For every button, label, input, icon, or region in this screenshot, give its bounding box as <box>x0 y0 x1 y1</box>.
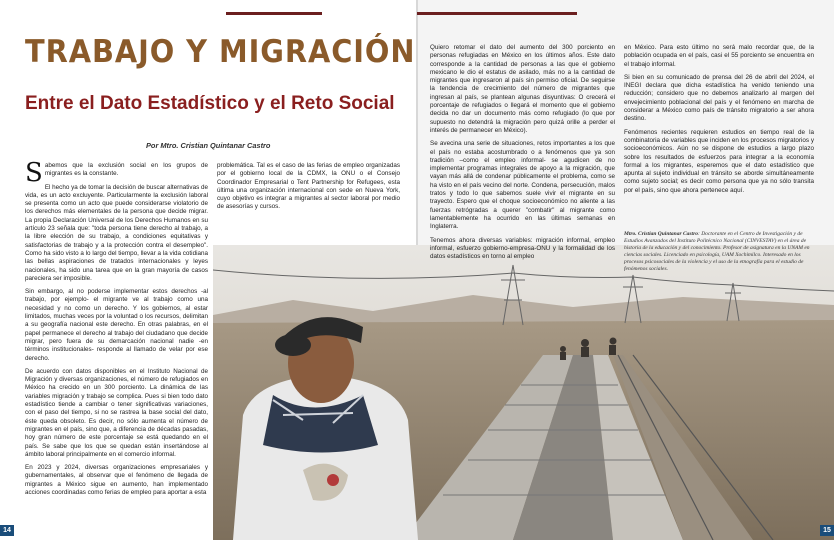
paragraph: En 2023 y 2024, diversas organizaciones empresariales y gubernamentales, al observar que el fenómeno de llegada de migrantes a México sigue en aumento, han implementado acciones coordinadas como ferias de empleo para aportar a esta <box>25 464 208 496</box>
paragraph: De acuerdo con datos disponibles en el Instituto Nacional de Migración y diversas organizaciones, el número de refugiados en México ha crecido en un 300 porciento. La dinámica de las variables migración y trabajo se complica. Pues si bien todo dato estadístico tiende a cambiar o tener significativas variaciones, con el paso del tiempo, si no se rastrea la base social del dato, éste queda obsoleto. Es decir, no sólo aumenta el número de migrantes en el país, sino que, a diferencia de décadas pasadas, hoy gran número de este porcentaje se está quedando en el país. Se sabe que los que se quedan están insertándose al ámbito laboral principalmente en el comercio informal. <box>25 367 208 458</box>
paragraph: Tenemos ahora diversas variables: migración informal, empleo informal, esfuerzo gobierno-empresa-ONU y la formalidad de los datos estadísticos en torno al empleo <box>430 236 615 261</box>
paragraph: en México. Para esto último no será malo recordar que, de la población ocupada en el país, casi el 55 porciento se encuentra en el trabajo informal. <box>624 44 814 68</box>
right-column-2 <box>624 44 814 200</box>
left-column-2 <box>217 162 400 217</box>
article-subtitle: Entre el Dato Estadístico y el Reto Social <box>25 93 395 114</box>
paragraph: abemos que la exclusión social en los grupos de migrantes es la constante. <box>44 162 208 178</box>
paragraph: Sin embargo, al no poderse implementar estos derechos -al trabajo, por ejemplo- el migrante ve al trabajo como una necesidad y no como un derecho. Y los gobiernos, al estar limitados, muchas veces por la voluntad o los recursos, delimitan a su geografía nacional este derecho. En otras palabras, en el papel permanece el derecho al trabajo del ciudadano que decide migrar, pero fuera de su demarcación nacional nadie -en términos institucionales- responde al llamado de velar por ese derecho. <box>25 288 208 362</box>
paragraph: problemática. Tal es el caso de las ferias de empleo organizadas por el gobierno local de la CDMX, la ONU o el Consejo Coordinador Empresarial o Tent Partnership for Refugees, esta última una organización internacional con sede en Nueva York, cuyo objetivo es integrar a migrantes al sector laboral por medio de asesorías y cursos. <box>217 162 400 211</box>
article-title: TRABAJO Y MIGRACIÓN <box>25 34 416 70</box>
right-column-1 <box>430 44 615 266</box>
dropcap-letter: S <box>25 158 43 188</box>
paragraph: Fenómenos recientes requieren estudios en tiempo real de la combinatoria de variables que inciden en los procesos migratorios y socioeconómicos. Aún no se dispone de estudios a largo plazo sobre los resultados de esfuerzos para integrar a la economía formal a los migrantes, esperemos que el dato estadístico que apunta al sujeto individual en tránsito se aborde simultáneamente como sujeto social; es decir como persona que ya no sólo transita por el país, sino que ahora pertenece aquí. <box>624 128 814 194</box>
migrant-train-photo <box>213 245 834 540</box>
paragraph: Si bien en su comunicado de prensa del 26 de abril del 2024, el INEGI declara que dicha estadística ha venido teniendo una reducción; considero que no debemos analizarlo al margen del envejecimiento poblacional del país y el fenómeno en marcha de considerar a México como país de tránsito migratorio a ser ahora destino. <box>624 73 814 123</box>
left-accent-bar <box>226 12 322 15</box>
paragraph: El hecho ya de tomar la decisión de buscar alternativas de vida, es un acto excluyente. Particularmente la exclusión laboral se presenta como un acto que puede considerarse violatorio de los derechos más elementales de la persona que decide migrar. La propia Declaración Universal de los Derechos Humanos en su artículo 23 señala que: "toda persona tiene derecho al trabajo, a la libre elección de su trabajo, a condiciones equitativas y satisfactorias de trabajo y a la protección contra el desempleo". Como ha sido visto a lo largo del tiempo, llevar a la vida cotidiana las bellas aspiraciones de tratados internacionales y leyes nacionales, ha sido una tarea que en la gran mayoría de casos pareciera ser imposible. <box>25 183 208 282</box>
right-accent-bar <box>417 12 577 15</box>
author-bio <box>624 231 814 273</box>
page-number-left: 14 <box>0 525 14 536</box>
author-bio-text: : Doctorante en el Centro de Investigación y de Estudios Avanzados del Instituto Politécnico Nacional (CINVESTAV) en el área de historia de la educación y del conocimiento. Profesor de asignatura en la UNAM en ciencias sociales. Licenciado en psicología, UAM Xochimilco. Interesado en los procesos psicosociales de la violencia y el uso de la etnografía para el estudio de fenómenos sociales. <box>624 231 810 272</box>
paragraph: Se avecina una serie de situaciones, retos importantes a los que el país no estaba acostumbrado o a fenómenos que ya son tradición –como el empleo informal- se agudicen de no implementar programas integrales de apoyo a la migración, que vayan más allá de condenar públicamente el problema, como se ha visto en el país vecino del norte. Condena, persecución, malos tratos y todo lo que sabemos suele vivir el migrante en su trayecto. Espero que el choque socioeconómico no aliente a las fuerzas retrógradas a querer "combatir" al migrante como lamentablemente ha ocurrido en las últimas semanas en Inglaterra. <box>430 140 615 231</box>
page-number-right: 15 <box>820 525 834 536</box>
left-column-1 <box>25 158 208 502</box>
article-byline: Por Mtro. Cristian Quintanar Castro <box>146 141 271 150</box>
author-name: Mtro. Cristian Quintanar Castro <box>624 231 698 237</box>
paragraph: Quiero retomar el dato del aumento del 300 porciento en personas refugiadas en México en los últimos años. Este dato corresponde a la cantidad de personas a las que el gobierno mexicano le dio el estatus de asilado, más no a la cantidad de migrantes que ingresaron al país sin permiso oficial. De seguirse la tendencia de crecimiento del número de migrantes que ingresan al país, se plantean algunas disyuntivas: O crecerá el porcentaje de refugiados o llegará el momento que el gobierno decida no dar un documento más como refugiado (lo que por supuesto no detendrá la migración pero quizá orille a perder el interés de permanecer en México). <box>430 44 615 134</box>
